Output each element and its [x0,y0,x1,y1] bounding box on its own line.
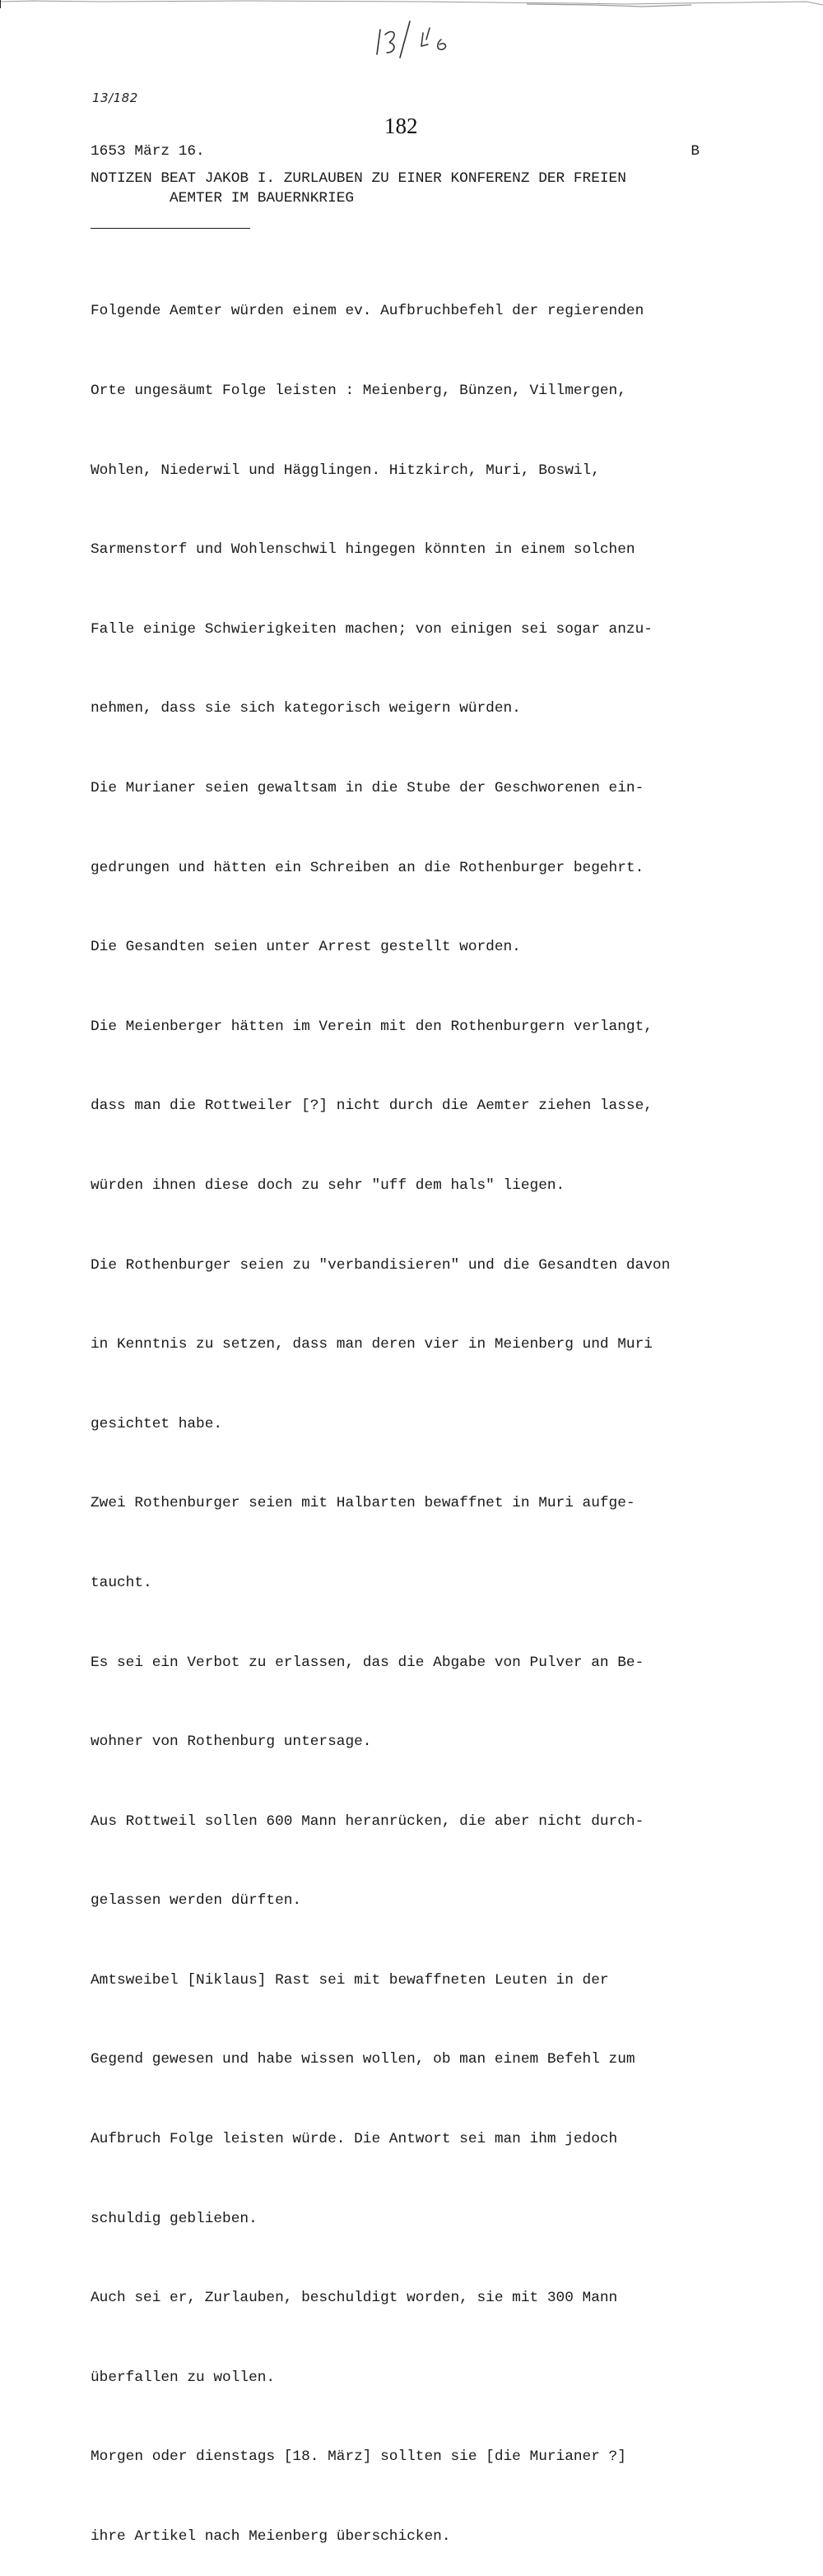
body-line: Auch sei er, Zurlauben, beschuldigt worden, sie mit 300 Mann [91,2290,618,2307]
body-line: Sarmenstorf und Wohlenschwil hingegen könnten in einem solchen [91,541,635,559]
body-line: Die Gesandten seien unter Arrest gestellt worden. [91,939,521,956]
body-line: dass man die Rottweiler [?] nicht durch die Aemter ziehen lasse, [91,1098,653,1115]
body-line: schuldig geblieben. [91,2210,258,2227]
body-line: Gegend gewesen und habe wissen wollen, ob man einem Befehl zum [91,2051,635,2068]
body-line: taucht. [91,1574,152,1591]
body-line: Die Meienberger hätten im Verein mit den Rothenburgern verlangt, [91,1018,653,1035]
handwritten-archive-note [370,15,469,60]
letter-marker: B [690,143,700,160]
body-line: gelassen werden dürften. [91,1892,302,1910]
body-line: wohner von Rothenburg untersage. [91,1734,372,1751]
body-text [91,245,749,2576]
body-line: Amtsweibel [Niklaus] Rast sei mit bewaffneten Leuten in der [91,1971,609,1989]
scan-edge [0,0,823,8]
body-line: Aufbruch Folge leisten würde. Die Antwort sei man ihm jedoch [91,2131,618,2148]
body-line: Es sei ein Verbot zu erlassen, das die Abgabe von Pulver an Be- [91,1654,644,1671]
body-line: nehmen, dass sie sich kategorisch weigern würden. [91,700,521,717]
body-line: würden ihnen diese doch zu sehr "uff dem hals" liegen. [91,1177,565,1194]
body-line: Die Rothenburger seien zu "verbandisieren" und die Gesandten davon [91,1256,671,1274]
body-line: gedrungen und hätten ein Schreiben an die Rothenburger begehrt. [91,859,644,876]
body-line: Folgende Aemter würden einem ev. Aufbruchbefehl der regierenden [91,303,644,320]
body-line: Wohlen, Niederwil und Hägglingen. Hitzkirch, Muri, Boswil, [91,462,600,479]
date-line [91,143,700,163]
document-date: 1653 März 16. [91,143,205,160]
separator-rule [91,228,250,229]
body-line: Aus Rottweil sollen 600 Mann heranrücken, die aber nicht durch- [91,1812,644,1830]
document-reference: 13/182 [92,91,138,105]
body-line: gesichtet habe. [91,1415,223,1432]
body-line: in Kenntnis zu setzen, dass man deren vier in Meienberg und Muri [91,1336,653,1353]
body-line: Zwei Rothenburger seien mit Halbarten bewaffnet in Muri aufge- [91,1495,635,1512]
title-line: AEMTER IM BAUERNKRIEG [170,190,355,207]
body-line: Orte ungesäumt Folge leisten : Meienberg, Bünzen, Villmergen, [91,383,626,399]
body-line: ihre Artikel nach Meienberg überschicken. [91,2528,451,2546]
title-line: NOTIZEN BEAT JAKOB I. ZURLAUBEN ZU EINER KONFERENZ DER FREIEN [91,170,626,187]
body-line: Die Murianer seien gewaltsam in die Stube der Geschworenen ein- [91,779,644,796]
body-line: Falle einige Schwierigkeiten machen; von einigen sei sogar anzu- [91,620,653,638]
page-number: 182 [384,114,418,138]
body-line: überfallen zu wollen. [91,2369,276,2386]
document-title [91,169,732,208]
body-line: Morgen oder dienstags [18. März] sollten sie [die Murianer ?] [91,2448,626,2466]
